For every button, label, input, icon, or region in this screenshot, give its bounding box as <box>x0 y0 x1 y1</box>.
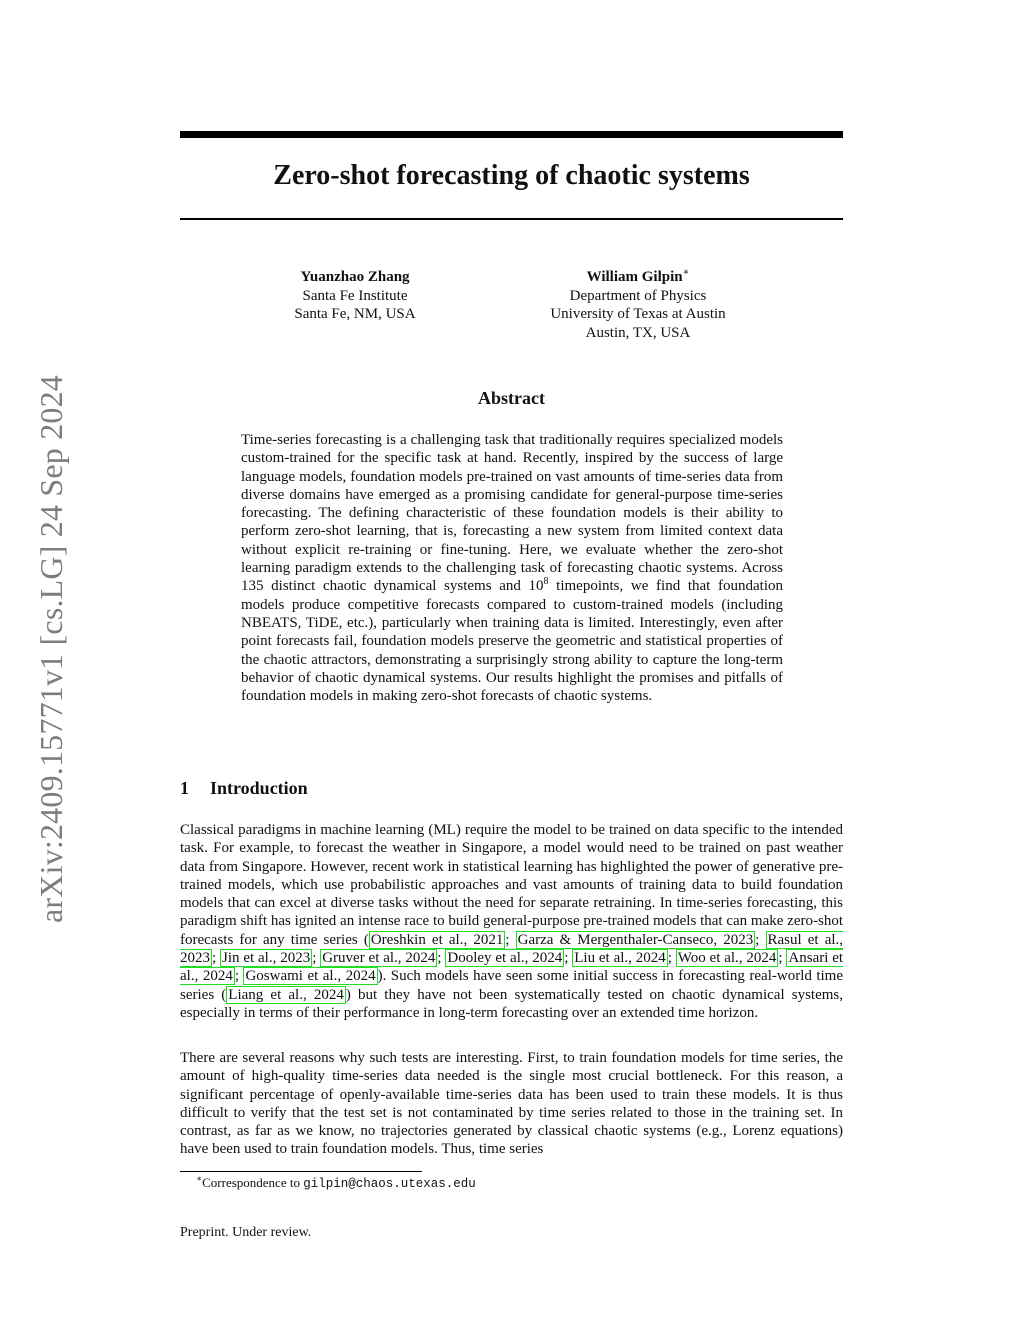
section-title: Introduction <box>210 778 308 798</box>
citation-link[interactable]: Liang et al., 2024 <box>228 986 344 1003</box>
arxiv-identifier-stamp <box>32 356 70 942</box>
abstract-heading: Abstract <box>478 388 545 408</box>
intro-paragraph-1: Classical paradigms in machine learning (ML) require the model to be trained on data specific to the intended task. For example, to forecast the weather in Singapore, a model would need to be trained on past weather data from Singapore. However, recent work in statistical learning has highlighted the power of generative pre-trained models, which use probabilistic approaches and vast amounts of training data to build foundation models that can excel at diverse tasks without the need for separate retraining. In time-series forecasting, this paradigm shift has ignited an intense race to build general-purpose pre-trained models that can make zero-shot forecasts for any time series ( Oreshkin et al., 2021 ; Garza & Mergenthaler-Canseco, 2023 ; Rasul et al., 2023 ; Jin et al., 2023 ; Gruver et al., 2024 ; Dooley et al., 2024 ; Liu et al., 2024 ; Woo et al., 2024 ; Ansari et al., 2024 ; Goswami et al., 2024 ). Such models have seen some initial success in forecasting real-world time series ( Liang et al., 2024 ) but they have not been systematically tested on chaotic dynamical systems, especially in terms of their performance in long-term forecasting over an extended time horizon. <box>180 822 844 1021</box>
author-block-1 <box>270 268 440 324</box>
citation-link[interactable]: Goswami et al., 2024 <box>245 968 376 985</box>
title-bottom-rule <box>180 218 843 220</box>
intro-paragraph-2: There are several reasons why such tests are interesting. First, to train foundation models for time series, the amount of high-quality time-series data needed is the single most crucial bottleneck. For this reason, a significant percentage of openly-available time-series data has been used to train these models. It is thus difficult to verify that the test set is not contaminated by time series related to those in the training set. In contrast, as far as we know, no trajectories generated by classical chaotic systems (e.g., Lorenz equations) have been used to train foundation models. Thus, time series <box>180 1050 843 1158</box>
footnote-marker: ∗ <box>682 267 690 278</box>
email-address: gilpin@chaos.utexas.edu <box>303 1177 476 1191</box>
footnote-rule <box>180 1171 422 1172</box>
citation-link[interactable]: Ansari et al., 2024 <box>180 950 844 985</box>
preprint-notice: Preprint. Under review. <box>180 1225 312 1240</box>
citation-link[interactable]: Garza & Mergenthaler-Canseco, 2023 <box>517 931 754 948</box>
citation-link[interactable]: Gruver et al., 2024 <box>322 950 436 967</box>
author-name: Yuanzhao Zhang <box>300 269 410 285</box>
arxiv-stamp-text: arXiv:2409.15771v1 [cs.LG] 24 Sep 2024 <box>32 375 69 923</box>
author-affiliation: Department of Physics <box>569 287 707 304</box>
section-heading-introduction <box>180 778 308 799</box>
citation-link[interactable]: Jin et al., 2023 <box>222 950 311 967</box>
citation-link[interactable]: Dooley et al., 2024 <box>447 950 563 967</box>
citation-link[interactable]: Liu et al., 2024 <box>574 950 666 967</box>
author-institution: University of Texas at Austin <box>550 306 726 322</box>
citation-link[interactable]: Woo et al., 2024 <box>677 950 777 967</box>
citation-link[interactable]: Oreshkin et al., 2021 <box>370 931 504 948</box>
title-top-rule <box>180 131 843 138</box>
footnote-marker: ∗ <box>196 1173 203 1184</box>
author-affiliation: Santa Fe Institute <box>302 287 408 304</box>
citation-link[interactable]: Rasul et al., 2023 <box>180 931 844 967</box>
author-location: Austin, TX, USA <box>585 324 691 341</box>
author-location: Santa Fe, NM, USA <box>294 306 416 322</box>
section-number: 1 <box>180 778 189 798</box>
author-name: William Gilpin∗ <box>586 267 690 285</box>
footnote: ∗Correspondence to gilpin@chaos.utexas.edu <box>196 1173 476 1191</box>
paper-title: Zero-shot forecasting of chaotic systems <box>273 160 750 191</box>
abstract-text: Time-series forecasting is a challenging task that traditionally requires specialized models custom-trained for the specific task at hand. Recently, inspired by the success of large language models, foundation models pre-trained on vast amounts of time-series data from diverse domains have emerged as a promising candidate for general-purpose time-series forecasting. The defining characteristic of these foundation models is their ability to perform zero-shot learning, that is, forecasting a new system from limited context data without explicit re-training or fine-tuning. Here, we evaluate whether the zero-shot learning paradigm extends to the challenging task of forecasting chaotic systems. Across 135 distinct chaotic dynamical systems and $10^8$ timepoints, we find that foundation models produce competitive forecasts compared to custom-trained models (including NBEATS, TiDE, etc.), particularly when training data is limited. Interestingly, even after point forecasts fail, foundation models preserve the geometric and statistical properties of the chaotic attractors, demonstrating a surprisingly strong ability to capture the long-term behavior of chaotic dynamical systems. Our results highlight the promises and pitfalls of foundation models in making zero-shot forecasts of chaotic systems. <box>241 432 783 705</box>
author-block-2 <box>530 268 746 342</box>
